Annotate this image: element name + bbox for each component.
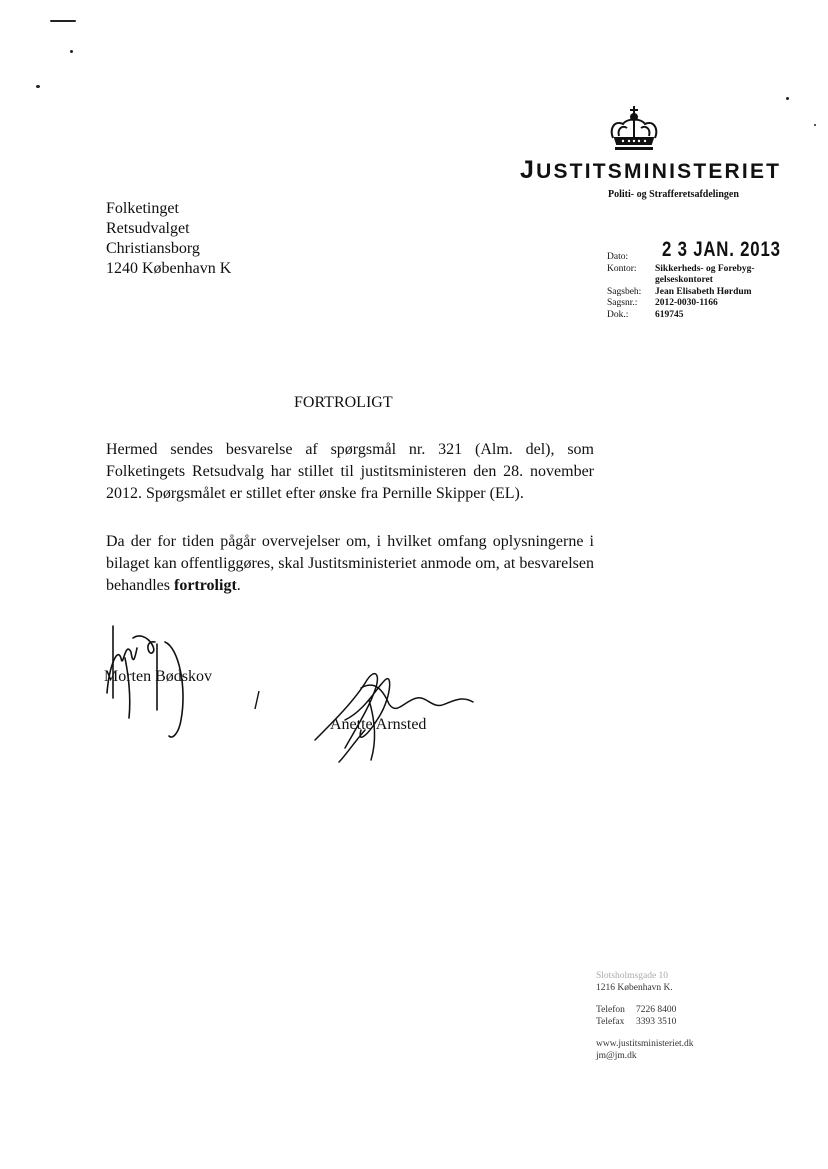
recipient-line: Retsudvalget [106,220,190,237]
royal-crown-logo [607,106,661,152]
body-paragraph-1: Hermed sendes besvarelse af spørgsmål nr. 321 (Alm. del), som Folketingets Retsudvalg har stillet til justitsministeren den 28. november 2012. Spørgsmålet er stillet efter ønske fra Pernille Skipper (EL). [106,441,594,502]
signature-2-scribble [305,660,480,768]
phone-label: Telefon [596,1005,625,1015]
ministry-name-initial: J [520,156,537,184]
date-label: Dato: [607,252,629,262]
paragraph-2-end: . [236,577,241,594]
signature-1-scribble [95,618,205,743]
ministry-name [520,156,781,185]
recipient-line: Folketinget [106,200,179,217]
case-number-value: 2012-0030-1166 [655,298,718,308]
phone-value: 7226 8400 [636,1005,677,1015]
footer-email: jm@jm.dk [596,1050,637,1061]
footer-fax [596,1017,694,1029]
meta-row-date [607,252,765,264]
office-value: Sikkerheds- og Forebyg-gelseskontoret [655,263,755,285]
paragraph-2-text: Da der for tiden pågår overvejelser om, i hvilket omfang oplysningerne i bilaget kan offentliggøres, skal Justitsministeriet anmode om, at besvarelsen behandles [106,533,594,594]
date-stamp: 2 3 JAN. 2013 [662,238,781,261]
classification-heading: FORTROLIGT [294,394,393,411]
footer-address-line-2: 1216 København K. [596,982,673,993]
footer-website: www.justitsministeriet.dk [596,1039,694,1049]
fax-label: Telefax [596,1016,625,1027]
footer-address-line-1: Slotsholmsgade 10 [596,971,669,981]
letter-metadata [607,252,765,321]
body-paragraph-2 [106,531,594,597]
recipient-line: 1240 København K [106,260,232,277]
pen-mark [253,690,261,710]
case-officer-label: Sagsbeh: [607,286,642,297]
document-value: 619745 [655,309,684,320]
meta-row-case-officer [607,287,765,299]
meta-row-document [607,310,765,322]
paragraph-2-bold: fortroligt [173,577,237,594]
meta-row-case-number [607,298,765,310]
signer-1-name: Morten Bødskov [104,668,212,685]
case-number-label: Sagsnr.: [607,298,638,308]
recipient-line: Christiansborg [106,240,200,257]
case-officer-value: Jean Elisabeth Hørdum [655,286,752,297]
department-name: Politi- og Strafferetsafdelingen [608,189,739,200]
meta-row-office [607,264,765,287]
signer-2-name: Anette Arnsted [330,716,427,733]
contact-footer [596,971,694,1062]
office-label: Kontor: [607,263,637,274]
document-label: Dok.: [607,309,629,320]
footer-phone [596,1005,694,1017]
recipient-address [106,199,231,279]
ministry-name-rest: USTITSMINISTERIET [536,160,782,183]
fax-value: 3393 3510 [636,1016,677,1027]
